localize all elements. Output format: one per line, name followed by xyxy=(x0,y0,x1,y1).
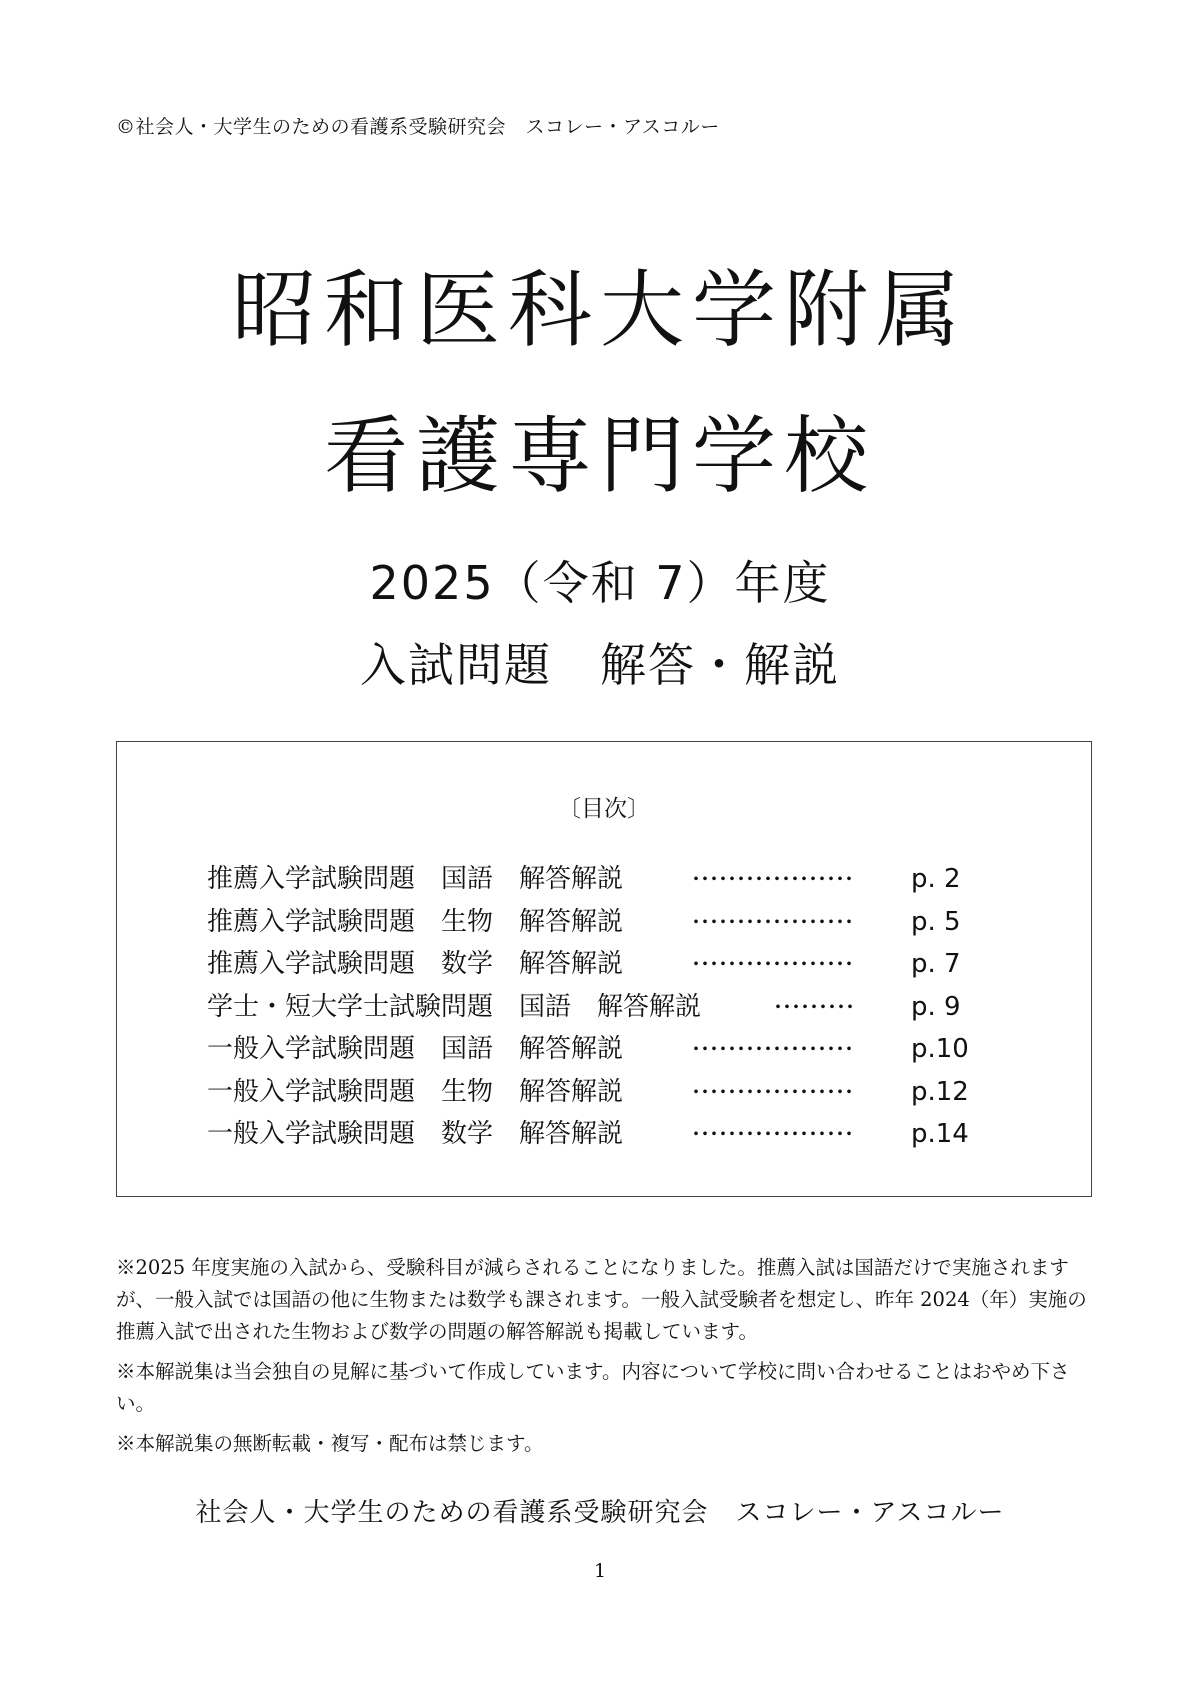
toc-item-page: p. 7 xyxy=(911,949,961,979)
toc-leader-dots: ･･････････････････ xyxy=(691,867,853,891)
toc-item-page: p. 2 xyxy=(911,864,961,894)
page-title-line-2: 看護専門学校 xyxy=(323,407,876,505)
toc-item-page: p.14 xyxy=(911,1119,969,1149)
toc-leader-dots: ･･････････････････ xyxy=(691,1037,853,1061)
toc-item-page: p.12 xyxy=(911,1076,969,1107)
toc-leader-dots: ･･････････････････ xyxy=(691,909,853,934)
toc-item-title: 学士・短大学士試験問題 国語 解答解説 xyxy=(207,991,702,1022)
toc-heading: 〔目次〕 xyxy=(558,796,650,822)
toc-item-page: p. 9 xyxy=(911,991,961,1022)
toc-item-title: 一般入学試験問題 生物 解答解説 xyxy=(207,1076,624,1107)
note-copyright: ※本解説集の無断転載・複写・配布は禁じます。 xyxy=(116,1432,544,1455)
note-subject-change: ※2025 年度実施の入試から、受験科目が減らされることになりました。推薦入試は国語だけで実施されますが、一般入試では国語の他に生物または数学も課されます。一般入試受験者を想定し、昨年 2024（年）実施の推薦入試で出された生物および数学の問題の解答解説も掲載しています。 xyxy=(116,1256,1087,1343)
page-number: 1 xyxy=(593,1560,607,1582)
copyright-notice: ©社会人・大学生のための看護系受験研究会 スコレー・アスコルー xyxy=(116,116,720,138)
table-of-contents xyxy=(116,741,1092,1197)
page-title-line-1: 昭和医科大学附属 xyxy=(231,261,968,359)
toc-item-title: 推薦入学試験問題 国語 解答解説 xyxy=(207,864,624,894)
toc-item-title: 一般入学試験問題 国語 解答解説 xyxy=(207,1034,624,1064)
toc-item-title: 推薦入学試験問題 数学 解答解説 xyxy=(207,949,624,979)
notes-section xyxy=(116,1252,1092,1468)
toc-item xyxy=(207,901,997,944)
exam-year: 2025（令和 7）年度 xyxy=(369,556,831,610)
toc-leader-dots: ･･････････････････ xyxy=(691,1079,853,1104)
footer-organization: 社会人・大学生のための看護系受験研究会 スコレー・アスコルー xyxy=(195,1498,1005,1528)
toc-leader-dots: ･･････････････････ xyxy=(691,1122,853,1146)
toc-item-title: 一般入学試験問題 数学 解答解説 xyxy=(207,1119,624,1149)
toc-item xyxy=(207,986,997,1029)
toc-item-page: p.10 xyxy=(911,1034,969,1064)
toc-leader-dots: ･･････････････････ xyxy=(691,952,853,976)
toc-item xyxy=(207,1071,997,1114)
toc-item xyxy=(207,1113,997,1156)
note-disclaimer: ※本解説集は当会独自の見解に基づいて作成しています。内容について学校に問い合わせることはおやめ下さい。 xyxy=(116,1360,1070,1415)
exam-subtitle: 入試問題 解答・解説 xyxy=(360,638,840,692)
toc-item xyxy=(207,858,997,901)
toc-item-title: 推薦入学試験問題 生物 解答解説 xyxy=(207,906,624,937)
toc-list xyxy=(207,858,997,1156)
toc-leader-dots: ･････････ xyxy=(773,994,854,1019)
toc-item-page: p. 5 xyxy=(911,906,961,937)
toc-item xyxy=(207,943,997,986)
toc-item xyxy=(207,1028,997,1071)
